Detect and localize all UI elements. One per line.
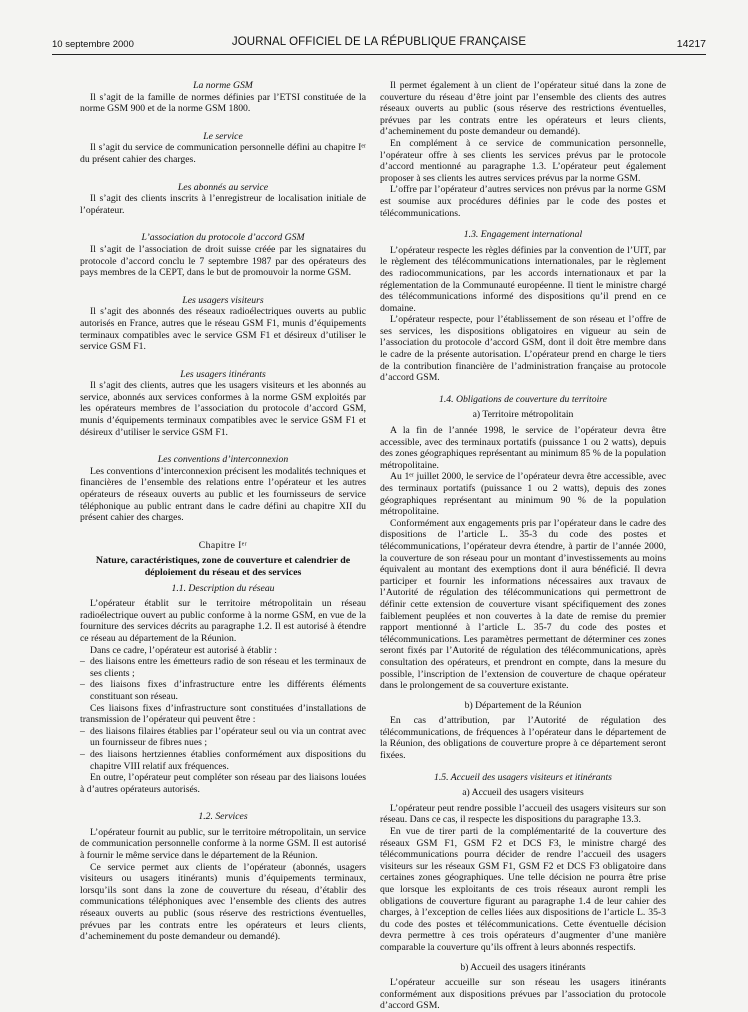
paragraph: Il s’agit de la famille de normes définies par l’ETSI constituée de la norme GSM 900 et de la norme GSM 1800.	[80, 91, 366, 115]
paragraph: Ces liaisons fixes d’infrastructure sont constituées d’installations de transmission de l’opérateur qui peuvent être :	[80, 702, 366, 726]
section-title: Les abonnés au service	[177, 181, 269, 193]
section-title: 1.1. Description du réseau	[171, 582, 275, 594]
paragraph: En vue de tirer parti de la complémentarité de la couverture des réseaux GSM F1, GSM F2 et DCS F3, le ministre chargé des télécommunications pourra décider de rendre l’accueil des usagers visiteurs sur les réseaux GSM F1, GSM F2 et DCS F3 obligatoire dans certaines zones géographiques. Une telle décision ne pourra être prise que lorsque les exploitants de ces trois réseaux auront rempli les obligations de couverture figurant au paragraphe 1.4 de leur cahier des charges, à l’exception de celles liées aux dispositions de l’article L. 35-3 du code des postes et télécommunications. Cette éventuelle décision devra permettre à ces trois opérateurs d’augmenter d’une manière comparable la couverture qu’ils offrent à leurs abonnés respectifs.	[380, 826, 666, 953]
paragraph: Il s’agit des clients, autres que les usagers visiteurs et les abonnés au service, abonnés aux services conformes à la norme GSM exploités par les opérateurs membres de l’association du protocole d’accord GSM, munis d’équipements terminaux compatibles avec le service GSM F1 et désireux d’utiliser le service GSM F1.	[80, 380, 366, 438]
section-title: L’association du protocole d’accord GSM	[141, 232, 305, 244]
right-column	[380, 80, 666, 1012]
header-title: JOURNAL OFFICIEL DE LA RÉPUBLIQUE FRANÇAISE	[231, 36, 527, 48]
paragraph: En outre, l’opérateur peut compléter son réseau par des liaisons louées à d’autres opérateurs autorisés.	[80, 772, 366, 795]
paragraph: L’opérateur peut rendre possible l’accueil des usagers visiteurs sur son réseau. Dans ce cas, il respecte les dispositions du paragraphe 13.3.	[380, 802, 666, 826]
section-title: Les usagers itinérants	[180, 368, 266, 380]
paragraph: Conformément aux engagements pris par l’opérateur dans le cadre des dispositions de l’article L. 35-3 du code des postes et télécommunications, l’opérateur devra étendre, à partir de l’année 2000, la couverture de son réseau pour un montant d’investissements au moins équivalent au montant des exemptions dont il aura bénéficié. Il devra participer et fournir les informations nécessaires aux travaux de l’Autorité de régulation des télécommunications qui permettront de définir cette extension de couverture visant spécifiquement des zones faiblement peuplées et non couvertes à la date de remise du premier rapport mentionné à l’article L. 35-7 du code des postes et télécommunications. Les paramètres permettant de déterminer ces zones seront fixés par l’Autorité de régulation des télécommunications, après consultation des opérateurs, et prendront en compte, dans la mesure du possible, l’inscription de l’extension de couverture de chaque opérateur dans le prolongement de sa couverture existante.	[380, 517, 666, 692]
paragraph: L’opérateur accueille sur son réseau les usagers itinérants conformément aux dispositions prévues par l’association du protocole d’accord GSM.	[380, 977, 666, 1012]
section-title: La norme GSM	[193, 80, 253, 91]
paragraph: A la fin de l’année 1998, le service de l’opérateur devra être accessible, avec des terminaux portatifs (puissance 1 ou 2 watts), depuis des zones géographiques représentant au minimum 85 % de la population métropolitaine.	[380, 425, 666, 471]
section-title: 1.2. Services	[198, 811, 248, 823]
paragraph: Dans ce cadre, l’opérateur est autorisé à établir :	[90, 644, 277, 656]
chapter-title: Nature, caractéristiques, zone de couverture et calendrier de déploiement du réseau et des services	[95, 555, 351, 578]
dash-list	[80, 726, 366, 772]
paragraph: Il s’agit du service de communication personnelle défini au chapitre Iᵉʳ du présent cahier des charges.	[80, 142, 366, 165]
paragraph: L’offre par l’opérateur d’autres services non prévus par la norme GSM est soumise aux procédures définies par le code des postes et télécommunications.	[380, 184, 666, 219]
subsection-title: a) Territoire métropolitain	[472, 409, 574, 421]
section-title: Les conventions d’interconnexion	[157, 454, 289, 466]
paragraph: Il s’agit des clients inscrits à l’enregistreur de localisation initiale de l’opérateur.	[80, 193, 366, 216]
left-column	[80, 80, 366, 943]
dash-list	[80, 656, 366, 702]
paragraph: Il s’agit des abonnés des réseaux radioélectriques ouverts au public autorisés en France, autres que le réseau GSM F1, munis d’équipements terminaux compatibles avec le service GSM F1 et désireux d’utiliser le service GSM F1.	[80, 306, 366, 353]
paragraph: Il permet également à un client de l’opérateur situé dans la zone de couverture du réseau d’être joint par l’ensemble des clients des autres réseaux ouverts au public (sous réserve des restrictions éventuelles, prévues par les contrats entre les opérateurs et leurs clients, d’acheminement du poste demandeur ou demandé).	[380, 80, 666, 138]
section-title: Les usagers visiteurs	[182, 294, 264, 306]
paragraph: L’opérateur fournit au public, sur le territoire métropolitain, un service de communication personnelle conforme à la norme GSM. Il est autorisé à fournir le même service dans le département de la Réunion.	[80, 826, 366, 862]
list-item: – des liaisons filaires établies par l’opérateur seul ou via un contrat avec un fournisseur de fibres nues ;	[80, 726, 366, 749]
header-date: 10 septembre 2000	[52, 39, 134, 50]
subsection-title: b) Accueil des usagers itinérants	[460, 961, 586, 973]
chapter-heading: Chapitre Iᵉʳ	[198, 539, 248, 551]
page-header	[52, 30, 706, 55]
subsection-title: b) Département de la Réunion	[464, 699, 582, 711]
paragraph: Il s’agit de l’association de droit suisse créée par les signataires du protocole d’accord conclu le 7 septembre 1987 par des opérateurs des pays membres de la CEPT, dans le but de promouvoir la norme GSM.	[80, 243, 366, 279]
paragraph: L’opérateur établit sur le territoire métropolitain un réseau radioélectrique ouvert au public conforme à la norme GSM, en vue de la fourniture des services décrits au paragraphe 1.2. Il est autorisé à étendre ce réseau au département de la Réunion.	[80, 598, 366, 644]
section-title: Le service	[203, 130, 243, 142]
list-item: – des liaisons entre les émetteurs radio de son réseau et les terminaux de ses clients ;	[80, 656, 366, 679]
list-item: – des liaisons fixes d’infrastructure entre les différents éléments constituant son réseau.	[80, 679, 366, 702]
paragraph: Ce service permet aux clients de l’opérateur (abonnés, usagers visiteurs ou usagers itinérants) munis d’équipements terminaux, lorsqu’ils sont dans la zone de couverture du réseau, d’établir des communications téléphoniques avec l’ensemble des clients des autres réseaux ouverts au public (sous réserve des restrictions éventuelles, prévues par les contrats entre les opérateurs et leurs clients, d’acheminement du poste demandeur ou demandé).	[80, 861, 366, 943]
subsection-title: a) Accueil des usagers visiteurs	[462, 787, 584, 799]
paragraph: En complément à ce service de communication personnelle, l’opérateur offre à ses clients les services prévus par le protocole d’accord mentionné au paragraphe 1.3. L’opérateur peut également proposer à ses clients les autres services prévus par la norme GSM.	[380, 137, 666, 184]
paragraph: En cas d’attribution, par l’Autorité de régulation des télécommunications, de fréquences à l’opérateur dans le département de la Réunion, des obligations de couverture propre à ce département seront fixées.	[380, 715, 666, 762]
paragraph: Les conventions d’interconnexion précisent les modalités techniques et financières de l’ensemble des relations entre l’opérateur et les autres opérateurs de réseaux ouverts au public et les fournisseurs de service téléphonique au public entrant dans le cadre défini au chapitre XII du présent cahier des charges.	[80, 465, 366, 524]
section-title: 1.3. Engagement international	[463, 229, 583, 241]
paragraph: Au 1ᵉʳ juillet 2000, le service de l’opérateur devra être accessible, avec des terminaux portatifs (puissance 1 ou 2 watts), depuis des zones géographiques représentant au minimum 90 % de la population métropolitaine.	[380, 471, 666, 518]
section-title: 1.4. Obligations de couverture du territoire	[439, 393, 607, 405]
list-item: – des liaisons hertziennes établies conformément aux dispositions du chapitre VIII relatif aux fréquences.	[80, 749, 366, 772]
paragraph: L’opérateur respecte, pour l’établissement de son réseau et l’offre de ses services, les dispositions obligatoires en vigueur au sein de l’association du protocole d’accord GSM, dont il doit être membre dans le cadre de la présente autorisation. L’opérateur prend en charge le tiers de la contribution financière de l’administration française au protocole d’accord GSM.	[380, 314, 666, 384]
paragraph: L’opérateur respecte les règles définies par la convention de l’UIT, par le règlement des télécommunications internationales, par le règlement des radiocommunications, par les accords internationaux et par la réglementation de la Communauté européenne. Il tient le ministre chargé des télécommunications informé des dispositions qu’il prend en ce domaine.	[380, 244, 666, 314]
section-title: 1.5. Accueil des usagers visiteurs et itinérants	[434, 771, 612, 783]
header-page-number: 14217	[676, 38, 706, 50]
